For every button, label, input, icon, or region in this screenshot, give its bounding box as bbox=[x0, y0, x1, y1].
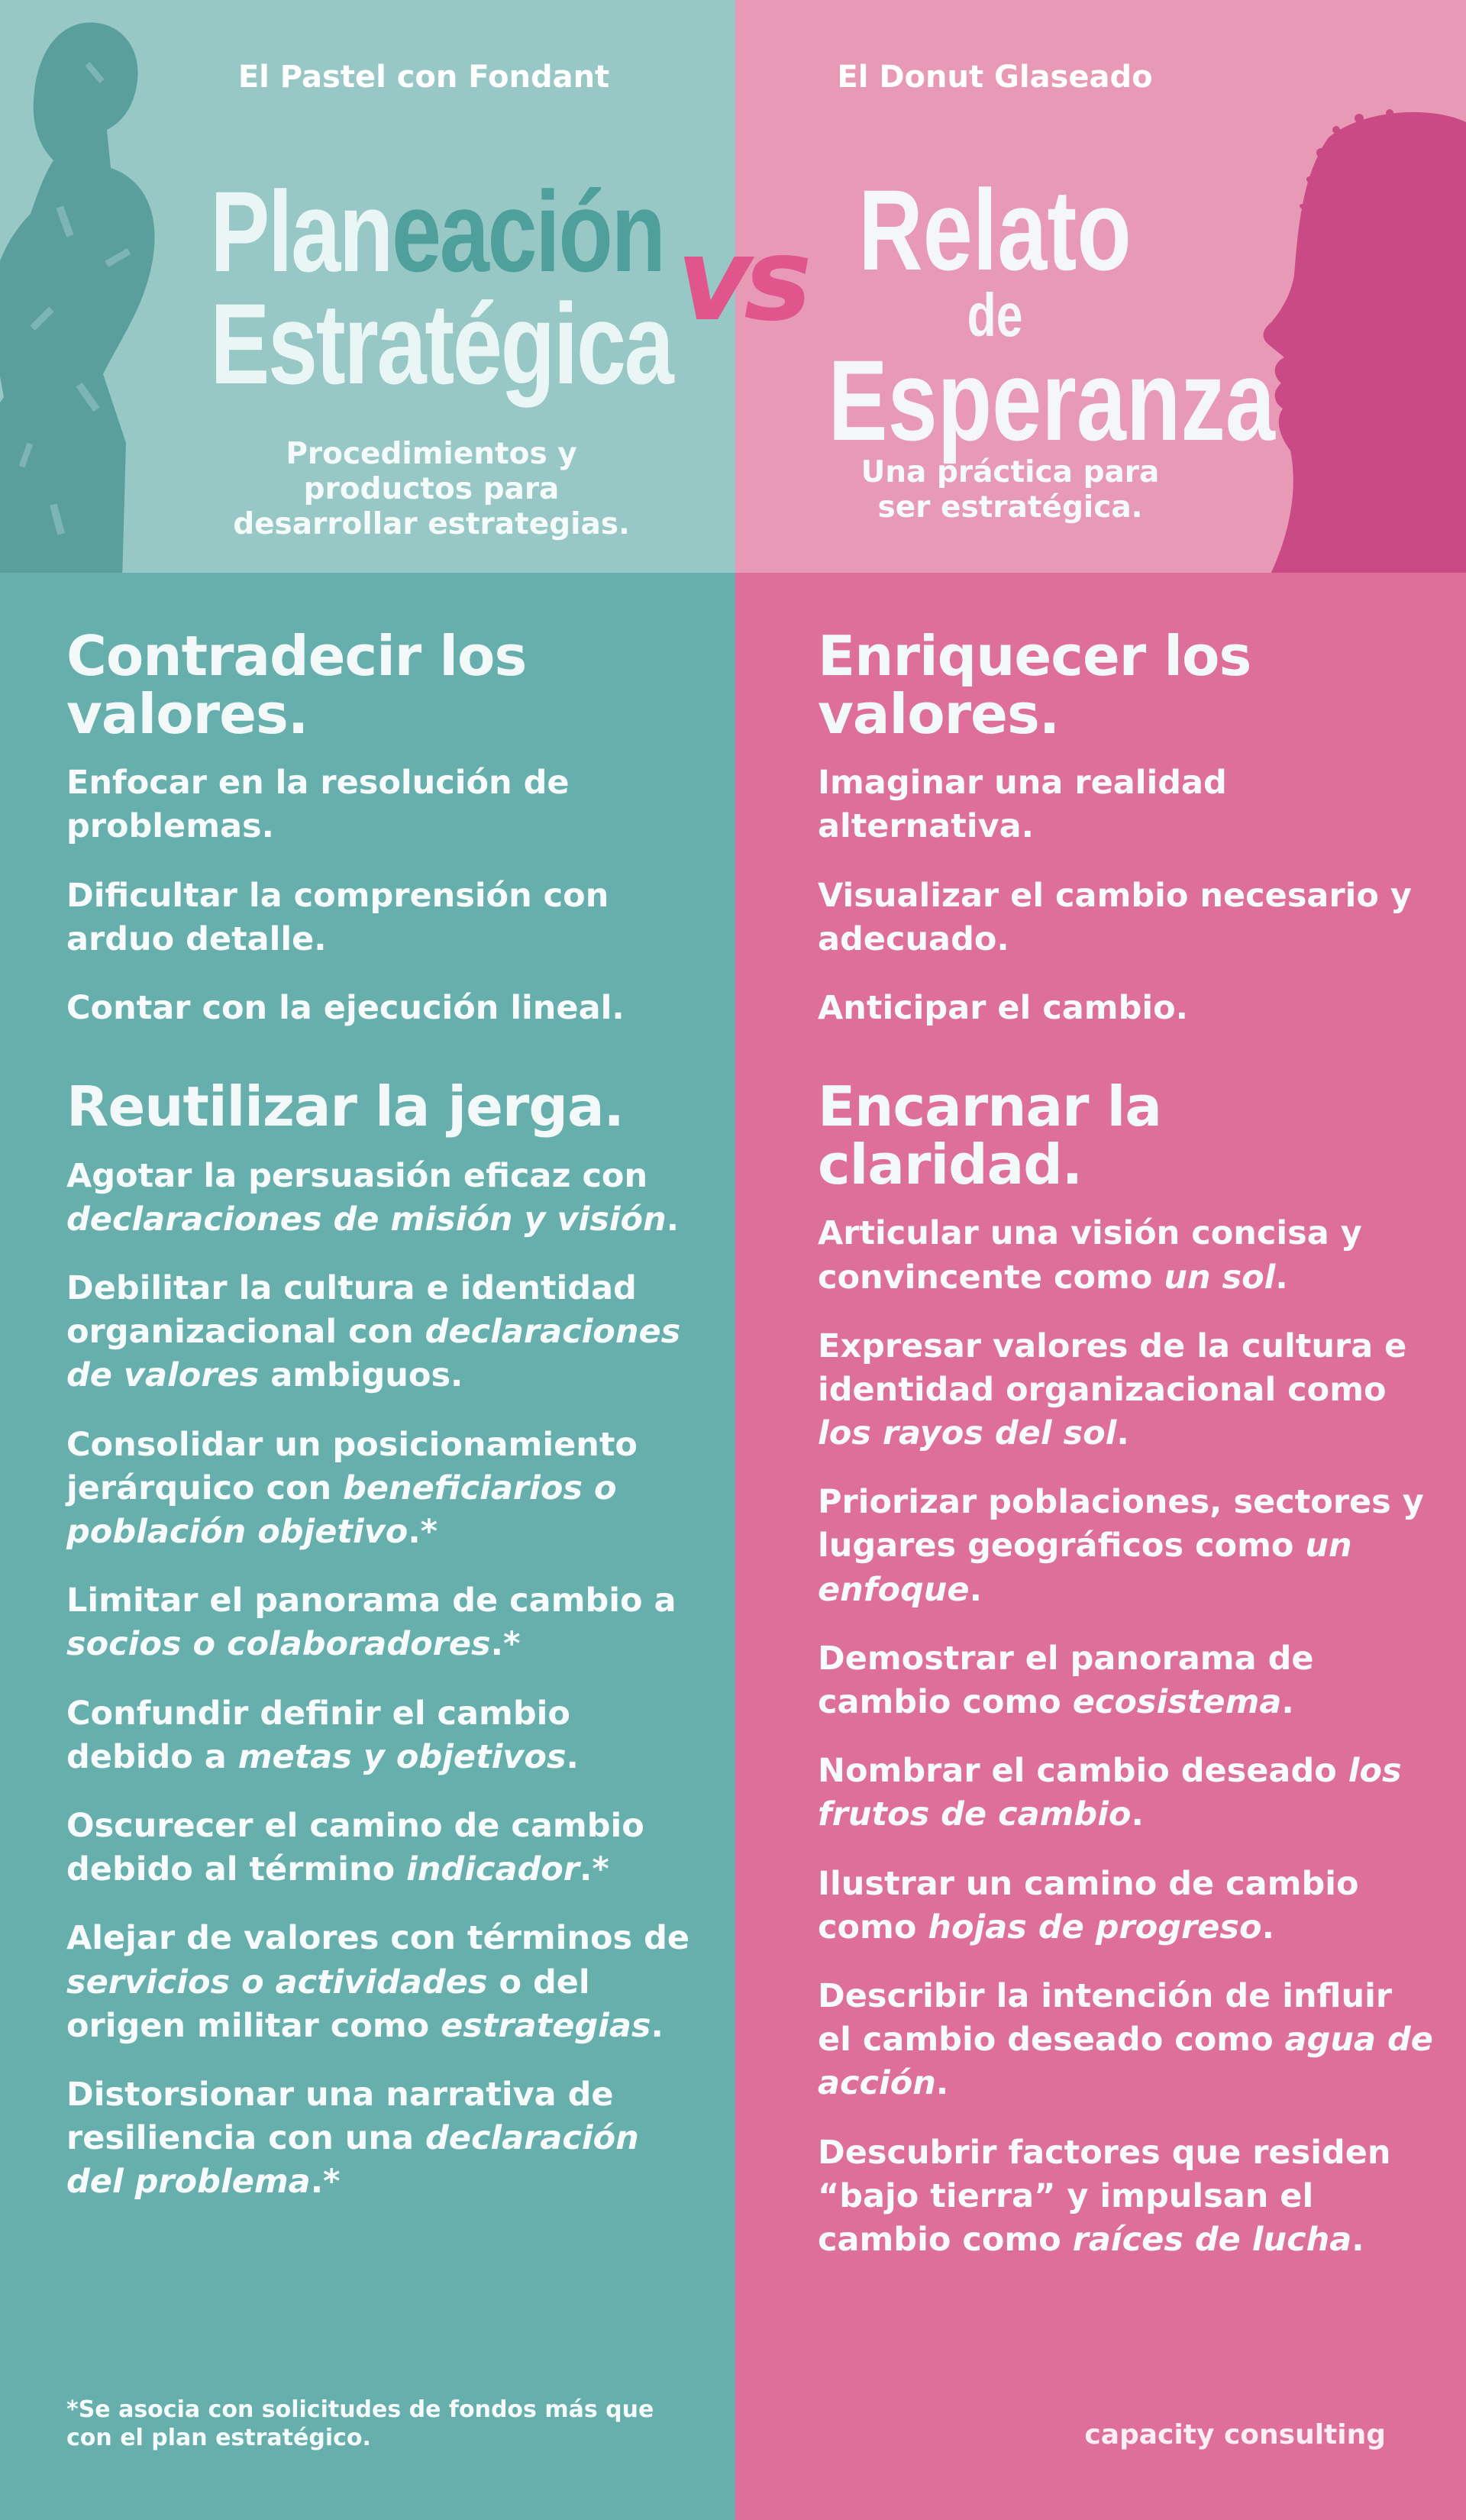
vs-label: vs bbox=[676, 214, 805, 347]
list-item bbox=[818, 1863, 1435, 1950]
list-item bbox=[818, 761, 1435, 848]
left-header-panel bbox=[0, 0, 735, 573]
list-item bbox=[818, 1212, 1435, 1299]
list-item bbox=[818, 1637, 1435, 1724]
section-title: Contradecir los valores. bbox=[66, 624, 527, 746]
left-main-title bbox=[210, 167, 673, 408]
emphasized-term: declaraciones de valores bbox=[66, 1313, 681, 1395]
right-column bbox=[735, 573, 1466, 2520]
item-text: . bbox=[935, 2064, 949, 2103]
list-item bbox=[66, 761, 705, 848]
item-text: Distorsionar una narrativa de resiliencia con una bbox=[66, 2075, 614, 2158]
header bbox=[0, 0, 1466, 573]
item-text: Dificultar la comprensión con arduo detalle. bbox=[66, 876, 609, 958]
item-text: Visualizar el cambio necesario y adecuado. bbox=[818, 876, 1412, 958]
item-text: Imaginar una realidad alternativa. bbox=[818, 764, 1227, 846]
item-text: Confundir definir el cambio debido a bbox=[66, 1694, 570, 1776]
item-text: o del origen militar como bbox=[66, 1963, 590, 2045]
right-header-panel bbox=[735, 0, 1466, 573]
item-text: . bbox=[969, 1570, 982, 1609]
item-text: . bbox=[1351, 2220, 1364, 2259]
item-text: . bbox=[1275, 1258, 1288, 1297]
item-text: Contar con la ejecución lineal. bbox=[66, 988, 625, 1027]
item-text: Descubrir factores que residen “bajo tierra” y impulsan el cambio como bbox=[818, 2133, 1391, 2259]
item-text: Ilustrar un camino de cambio como bbox=[818, 1864, 1359, 1947]
list-item bbox=[66, 1267, 705, 1398]
section-title: Encarnar la claridad. bbox=[818, 1074, 1161, 1197]
left-title-part3: Estratégica bbox=[210, 279, 673, 408]
item-text: Consolidar un posicionamiento jerárquico con bbox=[66, 1425, 638, 1507]
item-text: .* bbox=[408, 1513, 438, 1552]
emphasized-term: declaración del problema bbox=[66, 2119, 639, 2202]
item-text: Expresar valores de la cultura e identidad organizacional como bbox=[818, 1326, 1407, 1409]
footnote: *Se asocia con solicitudes de fondos más que con el plan estratégico. bbox=[66, 2396, 654, 2451]
section-title: Enriquecer los valores. bbox=[818, 624, 1251, 746]
right-title-line2: de bbox=[967, 281, 1023, 349]
item-text: Articular una visión concisa y convincente como bbox=[818, 1214, 1362, 1297]
item-text: Agotar la persuasión eficaz con bbox=[66, 1156, 648, 1195]
item-text: . bbox=[1281, 1683, 1294, 1721]
list-item bbox=[66, 1804, 705, 1892]
emphasized-term: estrategias bbox=[441, 2006, 651, 2045]
section-title: Reutilizar la jerga. bbox=[66, 1074, 624, 1139]
item-text: Alejar de valores con términos de bbox=[66, 1919, 690, 1958]
left-header-subtitle: Procedimientos y productos para desarrollar estrategias. bbox=[233, 437, 630, 542]
emphasized-term: raíces de lucha bbox=[1072, 2220, 1352, 2259]
right-column-content bbox=[818, 624, 1435, 2287]
list-item bbox=[818, 1325, 1435, 1456]
list-item bbox=[66, 2073, 705, 2205]
emphasized-term: un sol bbox=[1164, 1258, 1276, 1297]
right-title-line1: Relato bbox=[858, 166, 1132, 294]
item-text: Priorizar poblaciones, sectores y lugares geográficos como bbox=[818, 1483, 1424, 1565]
item-text: . bbox=[651, 2006, 664, 2045]
list-item bbox=[66, 1692, 705, 1779]
emphasized-term: metas y objetivos bbox=[237, 1737, 567, 1776]
emphasized-term: agua de acción bbox=[818, 2021, 1433, 2103]
emphasized-term: indicador bbox=[406, 1850, 580, 1889]
list-item bbox=[818, 1975, 1435, 2106]
list-item bbox=[818, 874, 1435, 961]
list-item bbox=[66, 874, 705, 961]
item-text: Describir la intención de influir el cambio deseado como bbox=[818, 1976, 1393, 2060]
item-text: . bbox=[1261, 1908, 1274, 1947]
emphasized-term: un enfoque bbox=[818, 1527, 1352, 1609]
item-text: Anticipar el cambio. bbox=[818, 988, 1188, 1027]
left-header-label: El Pastel con Fondant bbox=[237, 60, 610, 95]
item-text: Limitar el panorama de cambio a bbox=[66, 1581, 676, 1620]
emphasized-term: beneficiarios o población objetivo bbox=[66, 1468, 617, 1552]
thinking-person-silhouette-icon bbox=[0, 15, 176, 573]
emphasized-term: los frutos de cambio bbox=[818, 1752, 1402, 1834]
left-title-part1: Plan bbox=[210, 167, 392, 296]
list-item bbox=[66, 1423, 705, 1555]
right-title-line3: Esperanza bbox=[828, 336, 1275, 464]
item-text: . bbox=[666, 1200, 680, 1239]
left-column-content bbox=[66, 624, 705, 2229]
list-item bbox=[818, 2131, 1435, 2263]
emphasized-term: ecosistema bbox=[1072, 1683, 1282, 1721]
item-text: Nombrar el cambio deseado bbox=[818, 1752, 1348, 1791]
emphasized-term: los rayos del sol bbox=[818, 1414, 1117, 1453]
item-text: Demostrar el panorama de cambio como bbox=[818, 1639, 1314, 1721]
list-item bbox=[818, 1749, 1435, 1837]
right-main-title bbox=[828, 166, 1275, 464]
list-item bbox=[66, 1155, 705, 1242]
item-text: .* bbox=[490, 1625, 521, 1664]
item-text: Oscurecer el camino de cambio debido al término bbox=[66, 1806, 644, 1889]
emphasized-term: declaraciones de misión y visión bbox=[66, 1200, 667, 1239]
item-text: .* bbox=[579, 1850, 609, 1889]
item-text: . bbox=[1131, 1795, 1144, 1834]
right-header-label: El Donut Glaseado bbox=[837, 60, 1153, 95]
left-column bbox=[0, 573, 735, 2520]
brand-credit: capacity consulting bbox=[1084, 2419, 1386, 2451]
right-header-subtitle: Una práctica para ser estratégica. bbox=[861, 455, 1160, 525]
list-item bbox=[66, 987, 705, 1030]
item-text: . bbox=[566, 1737, 579, 1776]
emphasized-term: hojas de progreso bbox=[928, 1908, 1262, 1947]
list-item bbox=[66, 1579, 705, 1666]
left-title-part2: eación bbox=[392, 167, 664, 296]
list-item bbox=[818, 987, 1435, 1030]
item-text: .* bbox=[310, 2163, 341, 2202]
emphasized-term: socios o colaboradores bbox=[66, 1625, 491, 1664]
item-text: ambiguos. bbox=[259, 1356, 463, 1395]
item-text: Enfocar en la resolución de problemas. bbox=[66, 764, 570, 846]
list-item bbox=[66, 1917, 705, 2048]
item-text: . bbox=[1116, 1414, 1129, 1453]
item-text: Debilitar la cultura e identidad organizacional con bbox=[66, 1269, 637, 1352]
emphasized-term: servicios o actividades bbox=[66, 1963, 488, 2001]
list-item bbox=[818, 1481, 1435, 1612]
